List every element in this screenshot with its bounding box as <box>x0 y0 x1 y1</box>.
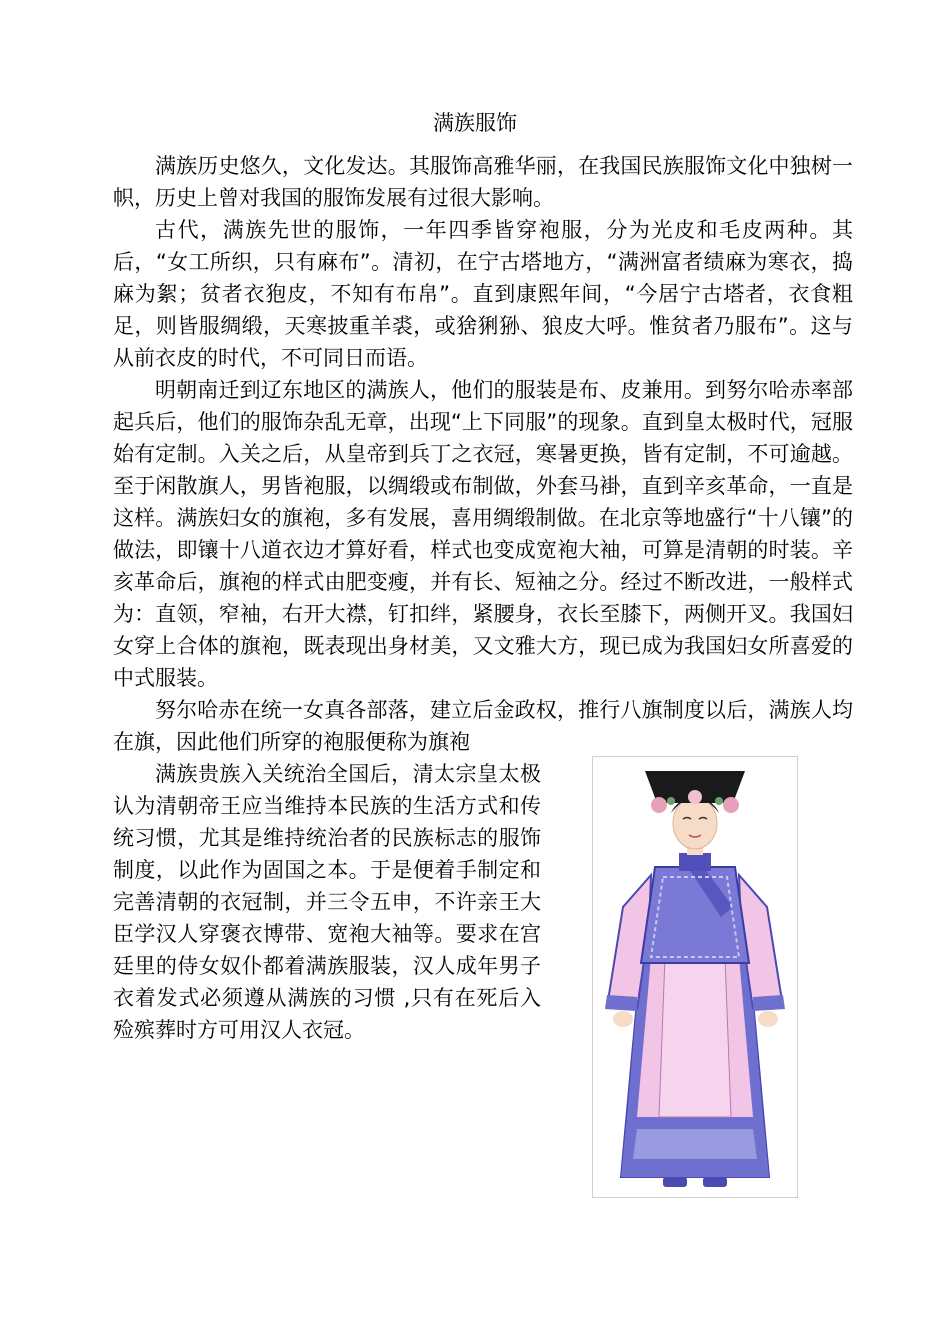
paragraph-2: 古代，满族先世的服饰，一年四季皆穿袍服，分为光皮和毛皮两种。其后，“女工所织，只有麻布”。清初，在宁古塔地方，“满洲富者绩麻为寒衣，捣麻为絮；贫者衣狍皮，不知有布帛”。直到康熙年间，“今居宁古塔者，衣食粗足，则皆服绸缎，天寒披重羊裘，或猞猁狲、狼皮大呼。惟贫者乃服布”。这与从前衣皮的时代，不可同日而语。 <box>113 218 853 370</box>
right-hand <box>758 1011 778 1027</box>
costume-figure-svg <box>593 757 797 1197</box>
headdress-leaf-left <box>667 797 675 805</box>
left-cuff <box>605 995 637 1011</box>
left-shoe <box>663 1177 687 1187</box>
headdress-flower-center <box>688 790 702 804</box>
face <box>673 797 717 849</box>
right-cuff <box>753 995 785 1011</box>
paragraph-5: 满族贵族入关统治全国后，清太宗皇太极认为清朝帝王应当维持本民族的生活方式和传统习惯，尤其是维持统治者的民族标志的服饰制度，以此作为固国之本。于是便着手制定和完善清朝的衣冠制，并三令五申，不许亲王大臣学汉人穿褒衣博带、宽袍大袖等。要求在宫廷里的侍女奴仆都着满族服装，汉人成年男子衣着发式必须遵从满族的习惯 ,只有在死后入殓殡葬时方可用汉人衣冠。 <box>113 762 541 1042</box>
left-hand <box>613 1011 633 1027</box>
headdress-flower-left <box>651 797 667 813</box>
paragraph-1: 满族历史悠久，文化发达。其服饰高雅华丽，在我国民族服饰文化中独树一帜，历史上曾对我国的服饰发展有过很大影响。 <box>113 154 853 210</box>
right-shoe <box>703 1177 727 1187</box>
headdress-leaf-right <box>715 797 723 805</box>
body-text <box>113 150 853 758</box>
robe-hem-inner <box>633 1129 757 1159</box>
robe-front-panel <box>659 957 731 1117</box>
headdress-flower-right <box>723 797 739 813</box>
paragraph-3: 明朝南迁到辽东地区的满族人，他们的服装是布、皮兼用。到努尔哈赤率部起兵后，他们的服饰杂乱无章，出现“上下同服”的现象。直到皇太极时代，冠服始有定制。入关之后，从皇帝到兵丁之衣冠，寒暑更换，皆有定制，不可逾越。至于闲散旗人，男皆袍服，以绸缎或布制做，外套马褂，直到辛亥革命，一直是这样。满族妇女的旗袍，多有发展，喜用绸缎制做。在北京等地盛行“十八镶”的做法，即镶十八道衣边才算好看，样式也变成宽袍大袖，可算是清朝的时装。辛亥革命后，旗袍的样式由肥变瘦，并有长、短袖之分。经过不断改进，一般样式为：直领，窄袖，右开大襟，钉扣绊，紧腰身，衣长至膝下，两侧开叉。我国妇女穿上合体的旗袍，既表现出身材美，又文雅大方，现已成为我国妇女所喜爱的中式服装。 <box>113 378 853 690</box>
wrapped-paragraph <box>113 758 541 1046</box>
collar <box>679 853 711 871</box>
page-title: 满族服饰 <box>433 111 517 135</box>
paragraph-4: 努尔哈赤在统一女真各部落，建立后金政权，推行八旗制度以后，满族人均在旗，因此他们所穿的袍服便称为旗袍 <box>113 698 853 754</box>
manchu-costume-illustration <box>592 756 798 1198</box>
